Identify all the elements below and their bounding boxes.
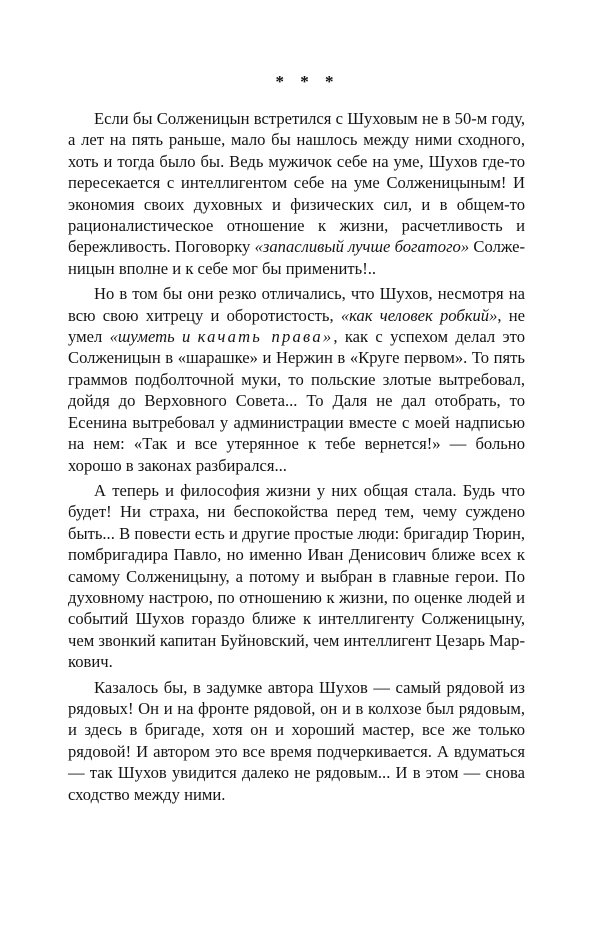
paragraph-3-text: А теперь и философия жизни у них общая стала. Будь что будет! Ни страха, ни беспокойства перед тем, чему суждено быть... В повести есть и другие простые люди: бригадир Тюрин, помбригадира Павло, но именно Иван Денисович ближе всех к самому Солженицыну, а потому и выбран в главные герои. По духовному настрою, по отношению к жизни, по оценке людей и событий Шухов гораздо ближе к интеллигенту Солженицыну, чем звонкий капитан Буйновский, чем интеллигент Цезарь Маркович. xyxy=(68,480,525,672)
paragraph-1-text-b: Солженицын вполне и к себе мог бы применить!.. xyxy=(68,237,525,278)
proverb-quote: «запасливый лучше богатого» xyxy=(254,237,470,257)
section-separator: * * * xyxy=(275,72,340,91)
paragraph-2 xyxy=(68,283,525,476)
book-page xyxy=(68,72,525,805)
make-noise-quote: «шуметь и xyxy=(109,327,198,347)
paragraph-2-text-c: , как с успехом делал это Солженицын в «шарашке» и Нержин в «Круге первом». То пять граммов подболточной муки, то польские злотые вытребовал, дойдя до Верховного Совета... То Даля не дал отобрать, то Есенина вытребовал у администрации вместе с моей надписью на нем: «Так и все утерянное к тебе вернется!» — больно хорошо в законах разбирался... xyxy=(68,327,525,475)
paragraph-1 xyxy=(68,108,525,279)
paragraph-2-text-a: Но в том бы они резко отличались, что Шухов, несмотря на всю свою хитрецу и оборотистость, xyxy=(68,284,525,325)
paragraph-2-text-b: , не умел xyxy=(68,305,526,347)
timid-man-quote: «как человек робкий» xyxy=(340,305,498,325)
paragraph-3 xyxy=(68,480,525,673)
paragraph-4-text: Казалось бы, в задумке автора Шухов — самый рядовой из рядовых! Он и на фронте рядовой, он и в колхозе был рядовым, и здесь в бригаде, хотя он и хороший мастер, все же только рядовой! И автором это все время подчеркивается. А вдуматься — так Шухов увидится далеко не рядовым... И в этом — снова сходство между ними. xyxy=(68,677,525,804)
claim-rights-quote: качать права» xyxy=(197,327,334,347)
paragraph-4 xyxy=(68,677,525,805)
paragraph-1-text-a: Если бы Солженицын встретился с Шуховым не в 50-м году, а лет на пять раньше, мало бы нашлось между ними сходного, хоть и тогда было бы. Ведь мужичок себе на уме, Шухов где-то пересекается с интеллигентом себе на уме Солженицыным! И экономия своих духовных и физических сил, и в общем-то рационалистическое отношение к жизни, расчетливость и бережливость. Поговорку xyxy=(68,109,525,257)
